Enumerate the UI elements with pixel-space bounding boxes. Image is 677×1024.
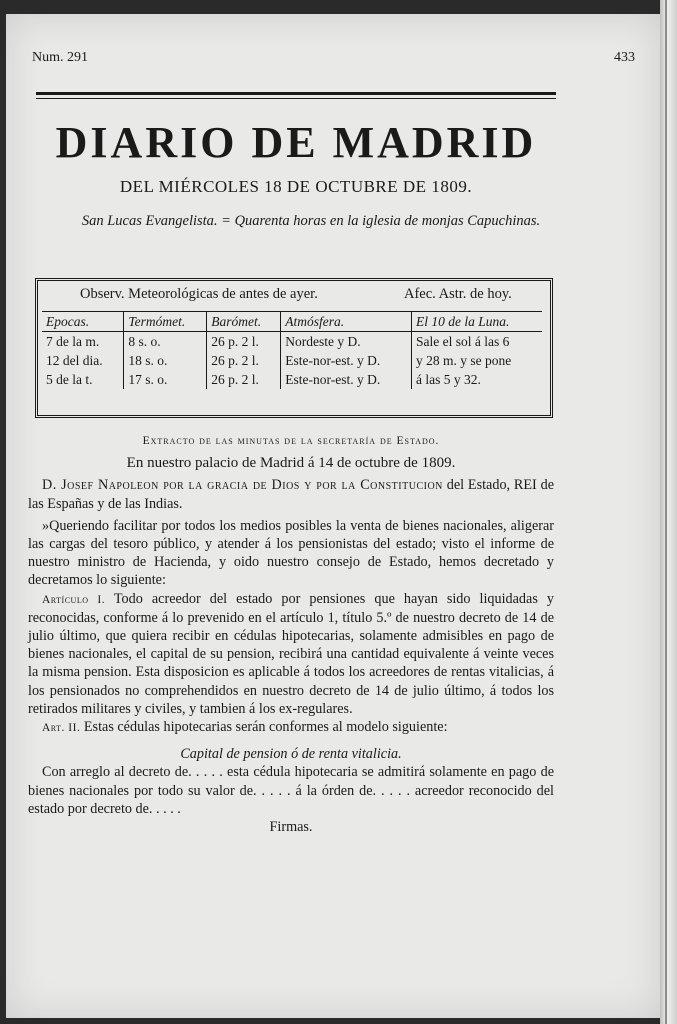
- article-2-text: Estas cédulas hipotecarias serán conformes al modelo siguiente:: [83, 719, 448, 736]
- top-rule-thin: [36, 98, 556, 99]
- article-body: [28, 432, 554, 836]
- decree-intro: [28, 476, 554, 512]
- weather-heading-right: Afec. Astr. de hoy.: [404, 286, 512, 302]
- col-atmosfera: Atmósfera.: [281, 312, 412, 332]
- table-cell: Este-nor-est. y D.: [281, 370, 412, 389]
- weather-table: [42, 311, 542, 389]
- weather-heading-left: Observ. Meteorológicas de antes de ayer.: [80, 286, 318, 302]
- extract-heading: Extracto de las minutas de la secretaría de Estado.: [142, 435, 440, 447]
- table-cell: 12 del dia.: [46, 353, 103, 368]
- table-row: [42, 332, 542, 352]
- table-cell: 7 de la m.: [46, 334, 100, 349]
- page-edge-line: [665, 0, 667, 1024]
- article-2-label: Art. II.: [42, 722, 81, 735]
- article-1: [28, 590, 554, 718]
- table-cell: 17 s. o.: [124, 370, 207, 389]
- table-cell: 8 s. o.: [124, 332, 207, 352]
- page-number: 433: [614, 50, 635, 65]
- table-cell: 26 p. 2 l.: [207, 351, 281, 370]
- model-title: Capital de pension ó de renta vitalicia.: [180, 746, 402, 763]
- table-cell: Este-nor-est. y D.: [281, 351, 412, 370]
- model-text: Con arreglo al decreto de. . . . . esta cédula hipotecaria se admitirá solamente en pago de bienes nacionales por todo su valor de. . . . . á la órden de. . . . . acreedor reconocido del estado por decreto de. . . . .: [28, 764, 554, 817]
- newspaper-page: [6, 14, 660, 1018]
- col-luna: El 10 de la Luna.: [412, 312, 543, 332]
- signatures: Firmas.: [269, 819, 313, 836]
- weather-heading: [38, 286, 550, 306]
- article-2: [28, 718, 554, 737]
- page-edge: [660, 0, 677, 1024]
- table-cell: Sale el sol á las 6: [412, 332, 543, 352]
- table-cell: 18 s. o.: [124, 351, 207, 370]
- weather-header-row: [42, 312, 542, 332]
- table-cell: 26 p. 2 l.: [207, 332, 281, 352]
- article-1-text: Todo acreedor del estado por pensiones que hayan sido liquidadas y reconocidas, conforme á lo prevenido en el artículo 1, título 5.º de nuestro decreto de 14 de julio último, que quiera recibir en cédulas hipotecarias, solamente admisibles en pago de bienes nacionales, el capital de su pension, recibirá una cantidad equivalente á veinte veces la misma pension. Esta disposicion es aplicable á todos los acreedores de rentas vitalicias, á los pensionados no comprehendidos en nuestro decreto de 14 de julio último, á todos los retirados militares y civiles, y tambien á los ex-regulares.: [28, 590, 554, 717]
- table-cell: á las 5 y 32.: [412, 370, 543, 389]
- decree-intro-name: D. Josef Napoleon por la gracia de Dios y por la Constitucion: [42, 477, 443, 494]
- table-cell: Nordeste y D.: [281, 332, 412, 352]
- top-rule: [36, 92, 556, 95]
- masthead-title: DIARIO DE MADRID: [55, 118, 537, 167]
- masthead-date: DEL MIÉRCOLES 18 DE OCTUBRE DE 1809.: [119, 177, 473, 196]
- table-cell: 26 p. 2 l.: [207, 370, 281, 389]
- saints-line: San Lucas Evangelista. = Quarenta horas en la iglesia de monjas Capuchinas.: [81, 213, 541, 229]
- decree-intro-rest: del Estado, REI de las Españas y de las Indias.: [28, 477, 555, 512]
- col-epocas: Epocas.: [42, 312, 124, 332]
- table-row: [42, 370, 542, 389]
- col-barometro: Barómet.: [207, 312, 281, 332]
- table-cell: y 28 m. y se pone: [412, 351, 543, 370]
- weather-table-box: [35, 278, 553, 418]
- table-row: [42, 351, 542, 370]
- table-cell: 5 de la t.: [46, 372, 93, 387]
- paragraph-1: »Queriendo facilitar por todos los medios posibles la venta de bienes nacionales, aligerar las cargas del tesoro público, y atender á los pensionistas del estado; visto el informe de nuestro ministro de Hacienda, y oido nuestro consejo de Estado, hemos decretado y decretamos lo siguiente:: [28, 517, 554, 589]
- palace-line: En nuestro palacio de Madrid á 14 de octubre de 1809.: [126, 455, 456, 472]
- issue-number: Num. 291: [32, 50, 88, 65]
- col-termometro: Termómet.: [124, 312, 207, 332]
- article-1-label: Artículo I.: [42, 593, 106, 606]
